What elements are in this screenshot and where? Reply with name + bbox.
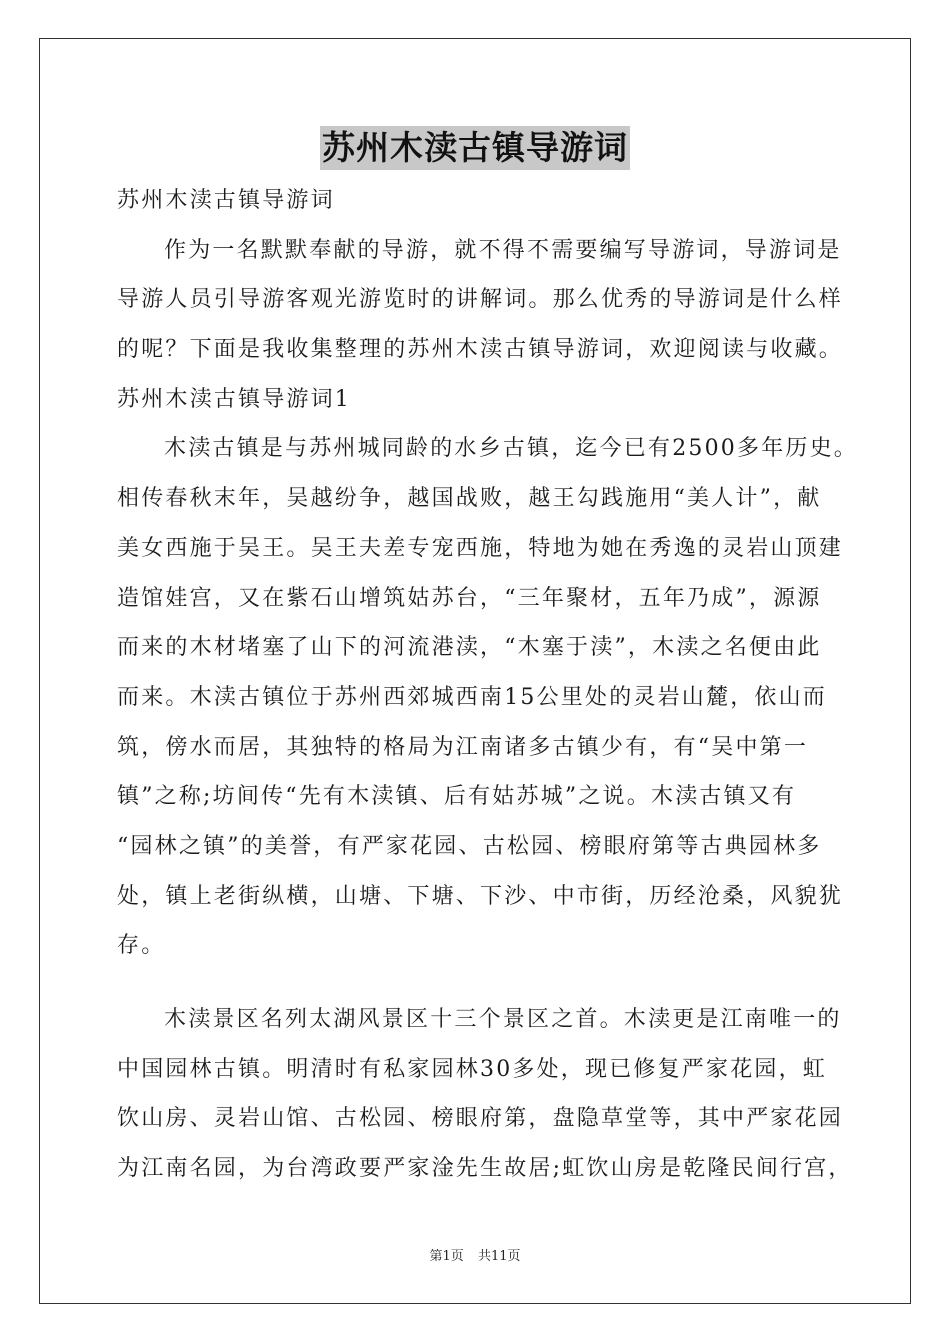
paragraph-line: 导游人员引导游客观光游览时的讲解词。那么优秀的导游词是什么样	[117, 287, 844, 313]
paragraph-line: 饮山房、灵岩山馆、古松园、榜眼府第，盘隐草堂等，其中严家花园	[117, 1106, 844, 1132]
paragraph-line: 筑，傍水而居，其独特的格局为江南诸多古镇少有，有“吴中第一	[117, 734, 809, 760]
page-footer	[0, 1245, 950, 1264]
page-total: 共11页	[477, 1249, 521, 1264]
paragraph-line: 美女西施于吴王。吴王夫差专宠西施，特地为她在秀逸的灵岩山顶建	[117, 535, 844, 561]
paragraph-line: 相传春秋末年，吴越纷争，越国战败，越王勾践施用“美人计”，献	[117, 486, 822, 512]
paragraph-line: 作为一名默默奉献的导游，就不得不需要编写导游词，导游词是	[164, 237, 842, 263]
paragraph-line: “园林之镇”的美誉，有严家花园、古松园、榜眼府第等古典园林多	[117, 833, 822, 859]
paragraph-line: 的呢？下面是我收集整理的苏州木渎古镇导游词，欢迎阅读与收藏。	[117, 337, 844, 363]
page-number: 第1页	[429, 1249, 464, 1264]
paragraph-line: 而来的木材堵塞了山下的河流港渎，“木塞于渎”，木渎之名便由此	[117, 635, 822, 661]
paragraph-gap	[117, 971, 857, 995]
paragraph-line: 而来。木渎古镇位于苏州西郊城西南15公里处的灵岩山麓，依山而	[117, 684, 827, 710]
paragraph-line: 存。	[117, 933, 166, 959]
subtitle-line: 苏州木渎古镇导游词	[117, 188, 335, 213]
paragraph-line: 木渎古镇是与苏州城同龄的水乡古镇，迄今已有2500多年历史。	[164, 436, 858, 462]
paragraph-line: 镇”之称;坊间传“先有木渎镇、后有姑苏城”之说。木渎古镇又有	[117, 784, 797, 810]
document-title: 苏州木渎古镇导游词	[320, 126, 630, 170]
document-body	[117, 176, 857, 1194]
paragraph-line: 造馆娃宫，又在紫石山增筑姑苏台，“三年聚材，五年乃成”，源源	[117, 585, 822, 611]
paragraph-line: 为江南名园，为台湾政要严家淦先生故居;虹饮山房是乾隆民间行宫，	[117, 1156, 853, 1182]
paragraph-line: 中国园林古镇。明清时有私家园林30多处，现已修复严家花园，虹	[117, 1056, 827, 1082]
section-heading: 苏州木渎古镇导游词1	[117, 386, 351, 412]
title-container	[0, 126, 950, 170]
paragraph-line: 木渎景区名列太湖风景区十三个景区之首。木渎更是江南唯一的	[164, 1007, 842, 1032]
paragraph-line: 处，镇上老街纵横，山塘、下塘、下沙、中市街，历经沧桑，风貌犹	[117, 883, 844, 909]
